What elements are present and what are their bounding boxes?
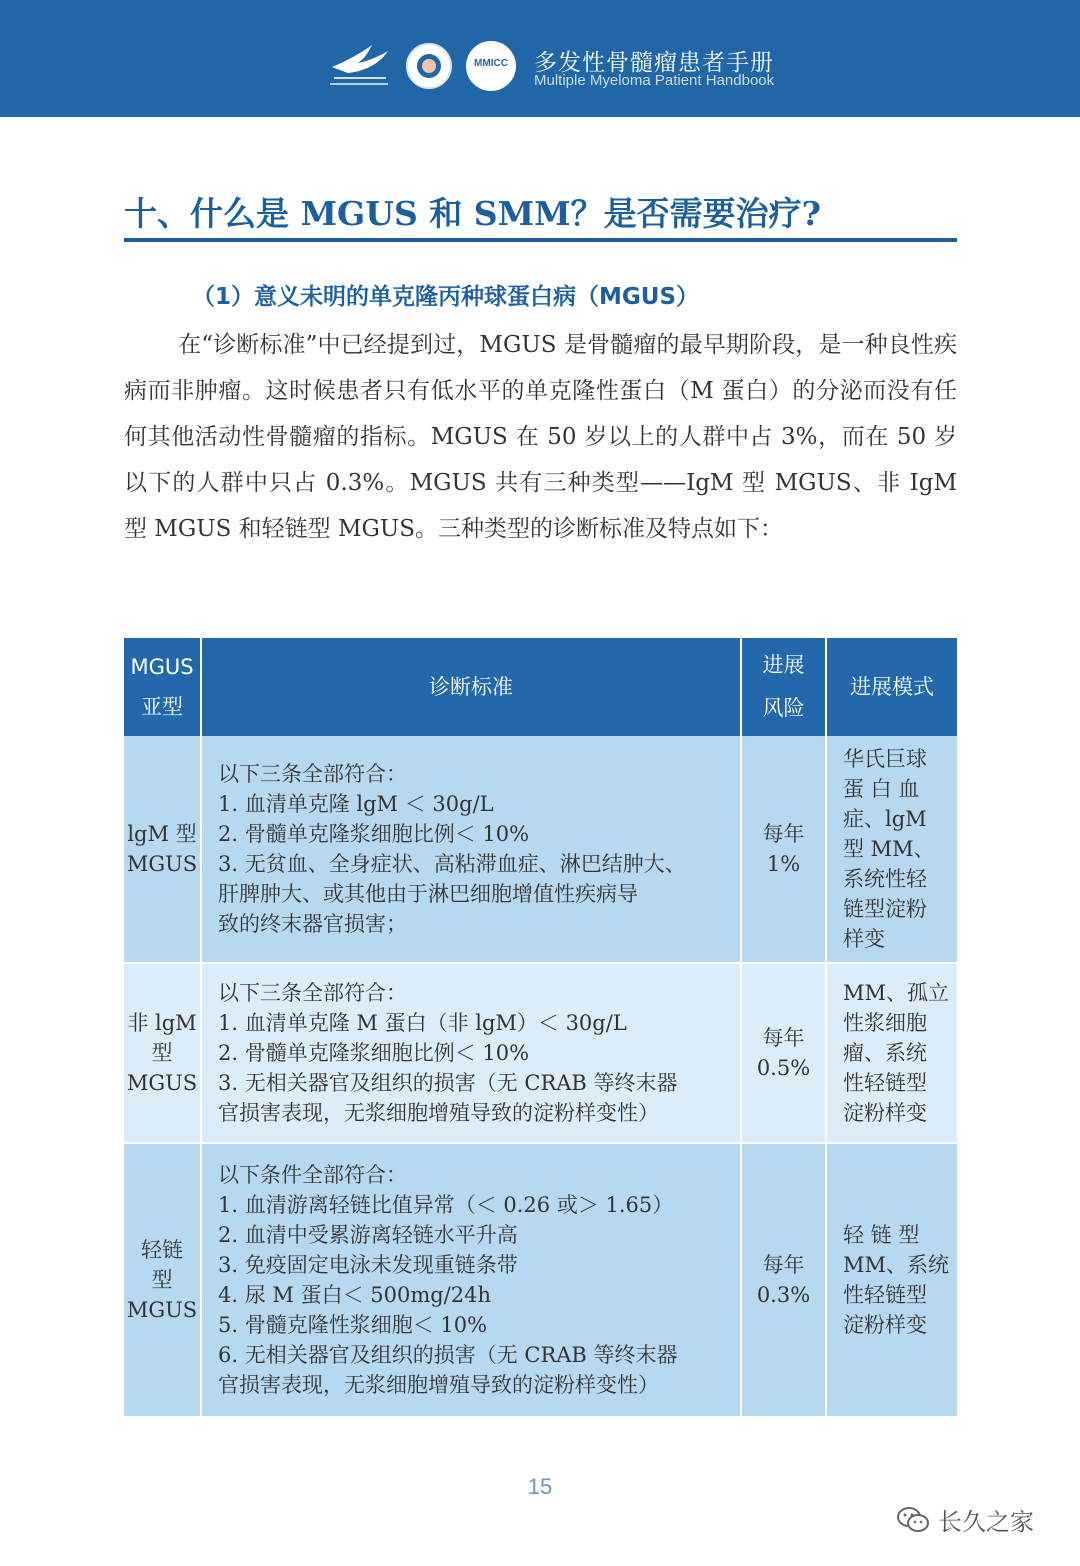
intro-paragraph-text: 在“诊断标准”中已经提到过，MGUS 是骨髓瘤的最早期阶段，是一种良性疾病而非肿瘤。这时候患者只有低水平的单克隆性蛋白（M 蛋白）的分泌而没有任何其他活动性骨髓瘤的指标。MGUS 在 50 岁以上的人群中占 3%，而在 50 岁以下的人群中只占 0.3%。MGUS 共有三种类型——IgM 型 MGUS、非 IgM 型 MGUS 和轻链型 MGUS。三种类型的诊断标准及特点如下： [124, 332, 957, 542]
cell-line: 4. 尿 M 蛋白＜ 500mg/24h [218, 1283, 491, 1307]
cell-line: 型 [151, 1268, 173, 1292]
cell-subtype [124, 736, 201, 963]
cell-line: 每年 [762, 1253, 805, 1277]
cell-mode [826, 1143, 957, 1417]
cell-line: 肝脾肿大、或其他由于淋巴细胞增值性疾病导 [218, 882, 638, 906]
cell-criteria [201, 1143, 741, 1417]
watermark [896, 1502, 1034, 1537]
cell-line: 2. 骨髓单克隆浆细胞比例＜ 10% [218, 1041, 530, 1065]
cell-line: 致的终末器官损害； [218, 912, 407, 936]
mmicc-logo-icon [466, 41, 516, 91]
cell-line: 以下三条全部符合： [218, 762, 407, 786]
cell-line: 1. 血清单克隆 lgM ＜ 30g/L [218, 792, 494, 816]
cell-line: 5. 骨髓克隆性浆细胞＜ 10% [218, 1313, 488, 1337]
cell-risk [741, 1143, 826, 1417]
cell-risk [741, 963, 826, 1143]
cell-line: MGUS [126, 1071, 198, 1095]
cell-line: 非 lgM [127, 1011, 197, 1035]
page-header [0, 0, 1080, 117]
handbook-title: 多发性骨髓瘤患者手册 [534, 50, 774, 76]
cell-line: 性轻链型 [843, 1071, 927, 1095]
cell-line: 型 MM、 [843, 837, 935, 861]
cell-line: MGUS [126, 1298, 198, 1322]
page-number: 15 [527, 1474, 553, 1499]
cell-line: lgM 型 [127, 822, 197, 846]
table-header-row [124, 638, 957, 736]
header-mode: 进展模式 [826, 638, 957, 736]
wechat-icon [896, 1505, 930, 1535]
cell-line: 以下条件全部符合： [218, 1163, 407, 1187]
cell-line: 瘤、系统 [843, 1041, 927, 1065]
cell-line: 每年 [762, 822, 805, 846]
header-risk-line: 进展 [762, 653, 805, 677]
cell-line: 2. 血清中受累游离轻链水平升高 [218, 1223, 518, 1247]
cell-line: 华氏巨球 [843, 747, 927, 771]
cell-line: MGUS [126, 852, 198, 876]
cell-line: 轻 链 型 [843, 1223, 920, 1247]
header-subtype-line: MGUS [130, 655, 194, 679]
cell-line: 1% [766, 852, 801, 876]
cell-line: 0.5% [756, 1056, 811, 1080]
cell-line: 系统性轻 [843, 867, 927, 891]
header-risk [741, 638, 826, 736]
header-subtype [124, 638, 201, 736]
cell-line: 蛋 白 血 [843, 777, 920, 801]
logo-group [328, 40, 516, 92]
cell-line: 1. 血清游离轻链比值异常（＜ 0.26 或＞ 1.65） [218, 1193, 674, 1217]
cell-line: 每年 [762, 1026, 805, 1050]
cell-line: 官损害表现，无浆细胞增殖导致的淀粉样变性） [218, 1373, 659, 1397]
cell-line: 样变 [843, 927, 885, 951]
cell-line: 2. 骨髓单克隆浆细胞比例＜ 10% [218, 822, 530, 846]
header-risk-line: 风险 [762, 696, 805, 720]
cell-subtype [124, 963, 201, 1143]
cell-line: 1. 血清单克隆 M 蛋白（非 lgM）＜ 30g/L [218, 1011, 627, 1035]
cell-line: 官损害表现，无浆细胞增殖导致的淀粉样变性） [218, 1101, 659, 1125]
table-row [124, 736, 957, 963]
mmicc-logo-text: MMICC [474, 58, 508, 69]
handbook-subtitle: Multiple Myeloma Patient Handbook [534, 72, 775, 89]
cell-line: 症、lgM [843, 807, 927, 831]
table-row [124, 963, 957, 1143]
cell-risk [741, 736, 826, 963]
cell-line: MM、系统 [843, 1253, 950, 1277]
cell-criteria [201, 963, 741, 1143]
header-criteria: 诊断标准 [201, 638, 741, 736]
watermark-text: 长久之家 [938, 1508, 1034, 1536]
crane-logo-icon [328, 41, 392, 91]
cell-line: 6. 无相关器官及组织的损害（无 CRAB 等终末器 [218, 1343, 678, 1367]
cell-subtype [124, 1143, 201, 1417]
cell-line: 以下三条全部符合： [218, 981, 407, 1005]
section-title: 十、什么是 MGUS 和 SMM？是否需要治疗? [124, 194, 822, 233]
mgus-subtype-table [124, 638, 957, 1418]
cell-line: 性轻链型 [843, 1283, 927, 1307]
cell-line: 轻链 [141, 1238, 183, 1262]
intro-paragraph [124, 322, 957, 552]
cell-line: 性浆细胞 [843, 1011, 927, 1035]
cell-line: 淀粉样变 [843, 1101, 927, 1125]
cell-line: 型 [151, 1041, 173, 1065]
cell-line: 0.3% [756, 1283, 811, 1307]
association-seal-icon [406, 43, 452, 89]
cell-line: 3. 无贫血、全身症状、高粘滞血症、淋巴结肿大、 [218, 852, 686, 876]
cell-line: 3. 无相关器官及组织的损害（无 CRAB 等终末器 [218, 1071, 678, 1095]
cell-mode [826, 963, 957, 1143]
cell-criteria [201, 736, 741, 963]
table-row [124, 1143, 957, 1417]
cell-line: 3. 免疫固定电泳未发现重链条带 [218, 1253, 518, 1277]
title-divider [124, 238, 957, 242]
section-subtitle: （1）意义未明的单克隆丙种球蛋白病（MGUS） [192, 284, 700, 310]
cell-line: 淀粉样变 [843, 1313, 927, 1337]
cell-mode [826, 736, 957, 963]
cell-line: MM、孤立 [843, 981, 950, 1005]
header-subtype-line: 亚型 [141, 695, 183, 719]
cell-line: 链型淀粉 [843, 897, 927, 921]
